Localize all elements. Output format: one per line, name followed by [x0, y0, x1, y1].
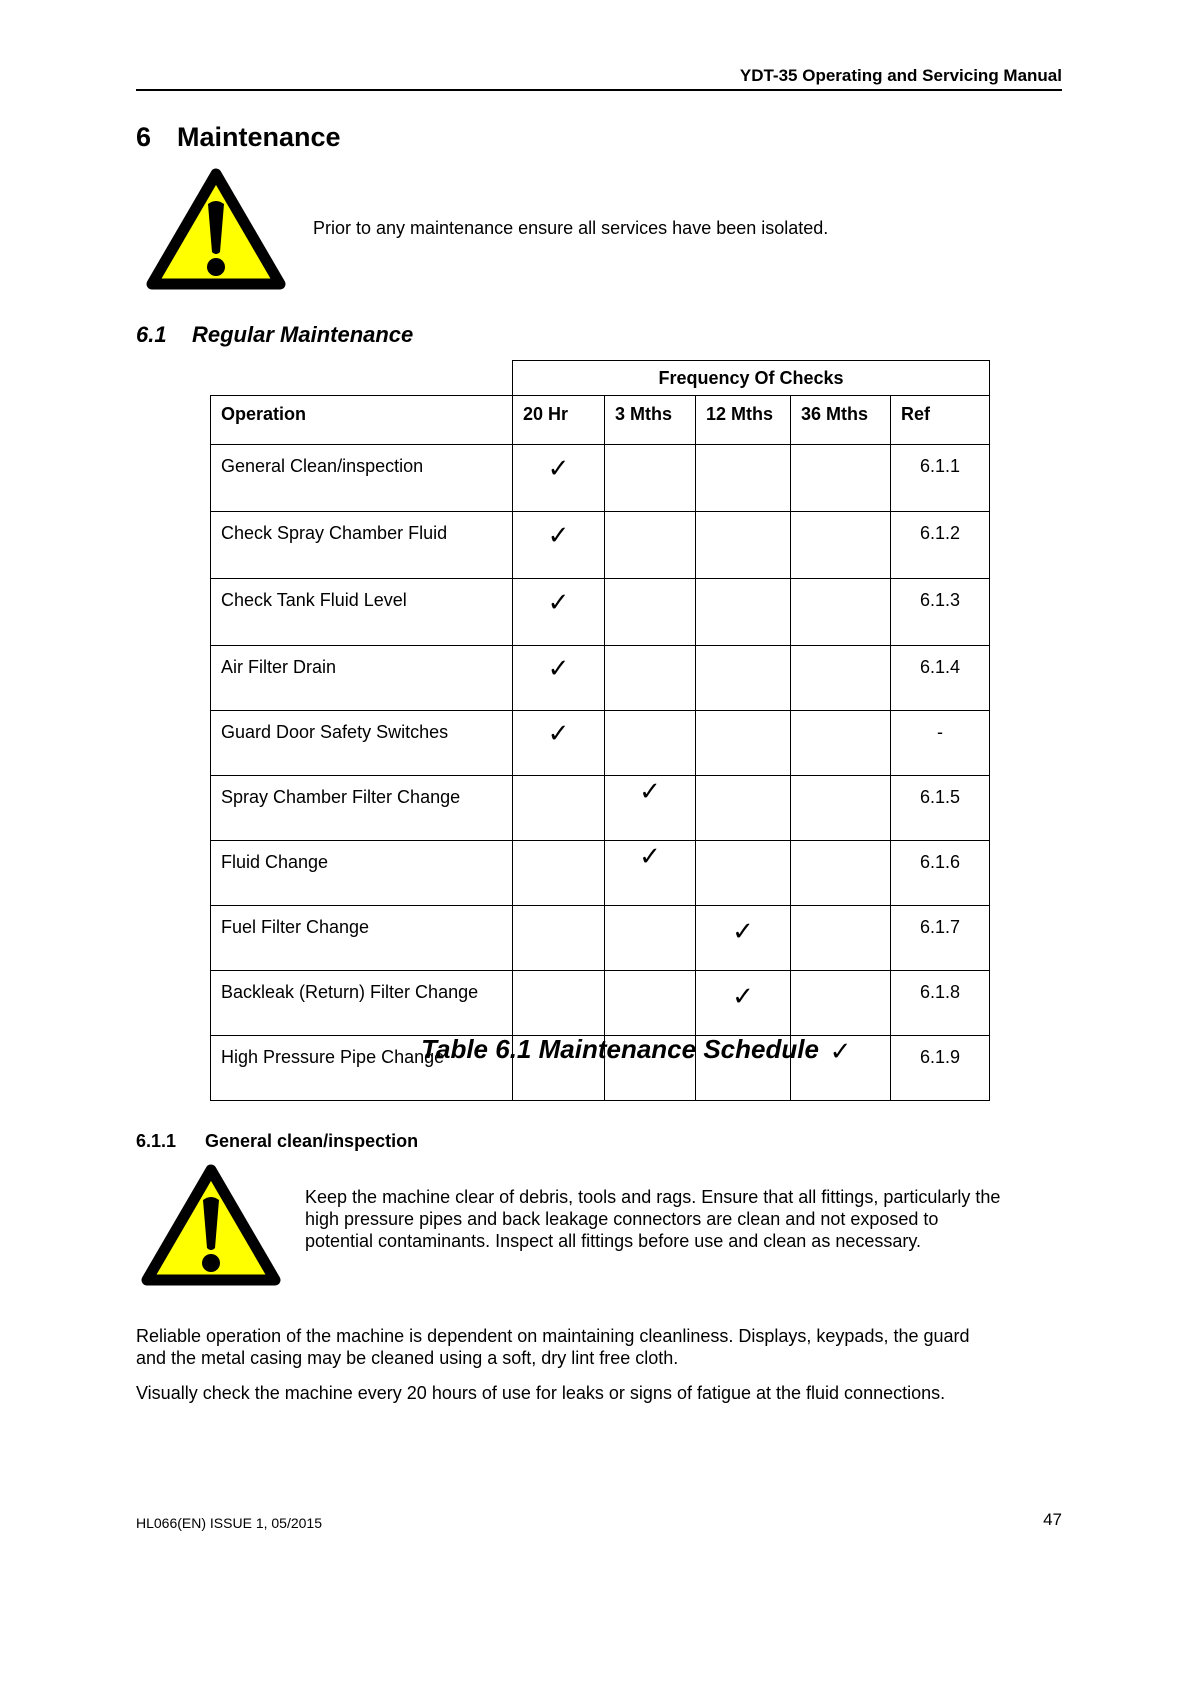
frequency-cell — [791, 646, 891, 711]
frequency-cell — [513, 776, 605, 841]
warning-triangle-icon — [146, 166, 286, 291]
operation-cell: High Pressure Pipe Change — [211, 1036, 513, 1101]
checkmark-icon: ✓ — [547, 587, 570, 617]
frequency-cell — [791, 445, 891, 512]
frequency-cell — [605, 841, 696, 906]
frequency-cell — [605, 711, 696, 776]
column-header-label: Ref — [901, 404, 931, 424]
table-row — [211, 841, 990, 906]
frequency-cell — [696, 512, 791, 579]
table-row — [211, 906, 990, 971]
frequency-cell — [605, 906, 696, 971]
visual-check-paragraph: Visually check the machine every 20 hours of use for leaks or signs of fatigue at the fluid connections. — [136, 1383, 946, 1403]
section-title: Maintenance — [177, 122, 341, 152]
ref-cell: 6.1.4 — [891, 646, 990, 711]
ref-cell: 6.1.6 — [891, 841, 990, 906]
page-number: 47 — [1043, 1510, 1062, 1529]
frequency-cell — [696, 776, 791, 841]
ref-cell: 6.1.1 — [891, 445, 990, 512]
text-line: Reliable operation of the machine is dependent on maintaining cleanliness. Displays, keypads, the guard — [136, 1326, 970, 1346]
cleanliness-paragraph — [136, 1325, 970, 1369]
checkmark-icon: ✓ — [732, 981, 754, 1011]
operation-cell: Air Filter Drain — [211, 646, 513, 711]
frequency-cell — [605, 445, 696, 512]
subsection-title: Regular Maintenance — [192, 322, 414, 347]
checkmark-icon: ✓ — [829, 1036, 852, 1066]
frequency-cell — [605, 646, 696, 711]
column-header — [605, 396, 696, 445]
frequency-cell — [513, 512, 605, 579]
frequency-cell — [696, 711, 791, 776]
checkmark-icon: ✓ — [547, 520, 570, 550]
frequency-cell — [791, 906, 891, 971]
frequency-cell — [513, 579, 605, 646]
frequency-cell — [696, 971, 791, 1036]
checkmark-icon: ✓ — [547, 718, 570, 748]
table-row — [211, 445, 990, 512]
subsubsection-number: 6.1.1 — [136, 1131, 177, 1151]
operation-cell: Fuel Filter Change — [211, 906, 513, 971]
frequency-cell — [513, 971, 605, 1036]
checkmark-icon: ✓ — [547, 453, 570, 483]
column-header-label: 20 Hr — [523, 404, 569, 424]
subsubsection-heading — [136, 1131, 418, 1152]
frequency-cell — [605, 776, 696, 841]
text-line: and the metal casing may be cleaned using a soft, dry lint free cloth. — [136, 1348, 679, 1368]
ref-cell: - — [891, 711, 990, 776]
operation-cell: General Clean/inspection — [211, 445, 513, 512]
frequency-cell — [696, 579, 791, 646]
frequency-cell — [605, 971, 696, 1036]
ref-cell: 6.1.5 — [891, 776, 990, 841]
operation-cell: Spray Chamber Filter Change — [211, 776, 513, 841]
section-number: 6 — [136, 122, 152, 152]
operation-cell: Check Spray Chamber Fluid — [211, 512, 513, 579]
frequency-cell — [696, 906, 791, 971]
table-row — [211, 711, 990, 776]
frequency-cell — [791, 711, 891, 776]
frequency-cell — [513, 906, 605, 971]
column-header — [891, 396, 990, 445]
checkmark-icon: ✓ — [732, 916, 754, 946]
frequency-cell — [791, 512, 891, 579]
column-header — [211, 396, 513, 445]
frequency-cell — [791, 579, 891, 646]
column-header-label: 3 Mths — [615, 404, 673, 424]
column-header-label: Operation — [221, 404, 307, 424]
maintenance-schedule-table — [210, 360, 990, 1101]
text-line: Keep the machine clear of debris, tools and rags. Ensure that all fittings, particularly the — [305, 1187, 1001, 1207]
column-header-label: 36 Mths — [801, 404, 869, 424]
checkmark-icon: ✓ — [639, 776, 661, 806]
table-row — [211, 646, 990, 711]
frequency-cell — [696, 646, 791, 711]
frequency-cell — [791, 971, 891, 1036]
frequency-cell — [513, 646, 605, 711]
cleaning-warning-text — [305, 1186, 1000, 1252]
table-caption: Table 6.1 Maintenance Schedule — [421, 1034, 819, 1064]
table-row — [211, 776, 990, 841]
subsection-heading — [136, 322, 413, 348]
ref-cell: 6.1.3 — [891, 579, 990, 646]
checkmark-icon: ✓ — [639, 841, 661, 871]
subsection-number: 6.1 — [136, 322, 167, 347]
frequency-group-header: Frequency Of Checks — [513, 361, 990, 396]
operation-cell: Guard Door Safety Switches — [211, 711, 513, 776]
frequency-cell — [513, 841, 605, 906]
footer-doc-ref: HL066(EN) ISSUE 1, 05/2015 — [136, 1515, 322, 1531]
frequency-cell — [605, 579, 696, 646]
warning-triangle-icon — [141, 1162, 281, 1287]
table-row — [211, 512, 990, 579]
text-line: high pressure pipes and back leakage connectors are clean and not exposed to — [305, 1209, 939, 1229]
ref-cell: 6.1.9 — [891, 1036, 990, 1101]
section-heading — [136, 122, 341, 153]
frequency-cell — [696, 841, 791, 906]
subsubsection-title: General clean/inspection — [205, 1131, 419, 1151]
table-row — [211, 971, 990, 1036]
operation-cell: Fluid Change — [211, 841, 513, 906]
column-header — [791, 396, 891, 445]
column-header-label: 12 Mths — [706, 404, 774, 424]
text-line: potential contaminants. Inspect all fittings before use and clean as necessary. — [305, 1231, 922, 1251]
column-header — [513, 396, 605, 445]
ref-cell: 6.1.8 — [891, 971, 990, 1036]
checkmark-icon: ✓ — [547, 653, 570, 683]
operation-cell: Backleak (Return) Filter Change — [211, 971, 513, 1036]
maintenance-warning-text: Prior to any maintenance ensure all services have been isolated. — [313, 218, 829, 238]
table-row — [211, 579, 990, 646]
operation-cell: Check Tank Fluid Level — [211, 579, 513, 646]
page-header: YDT-35 Operating and Servicing Manual — [136, 66, 1062, 91]
frequency-cell — [513, 445, 605, 512]
frequency-cell — [513, 711, 605, 776]
ref-cell: 6.1.7 — [891, 906, 990, 971]
column-header — [696, 396, 791, 445]
frequency-cell — [605, 512, 696, 579]
frequency-cell — [791, 776, 891, 841]
ref-cell: 6.1.2 — [891, 512, 990, 579]
frequency-cell — [696, 445, 791, 512]
frequency-cell — [791, 841, 891, 906]
